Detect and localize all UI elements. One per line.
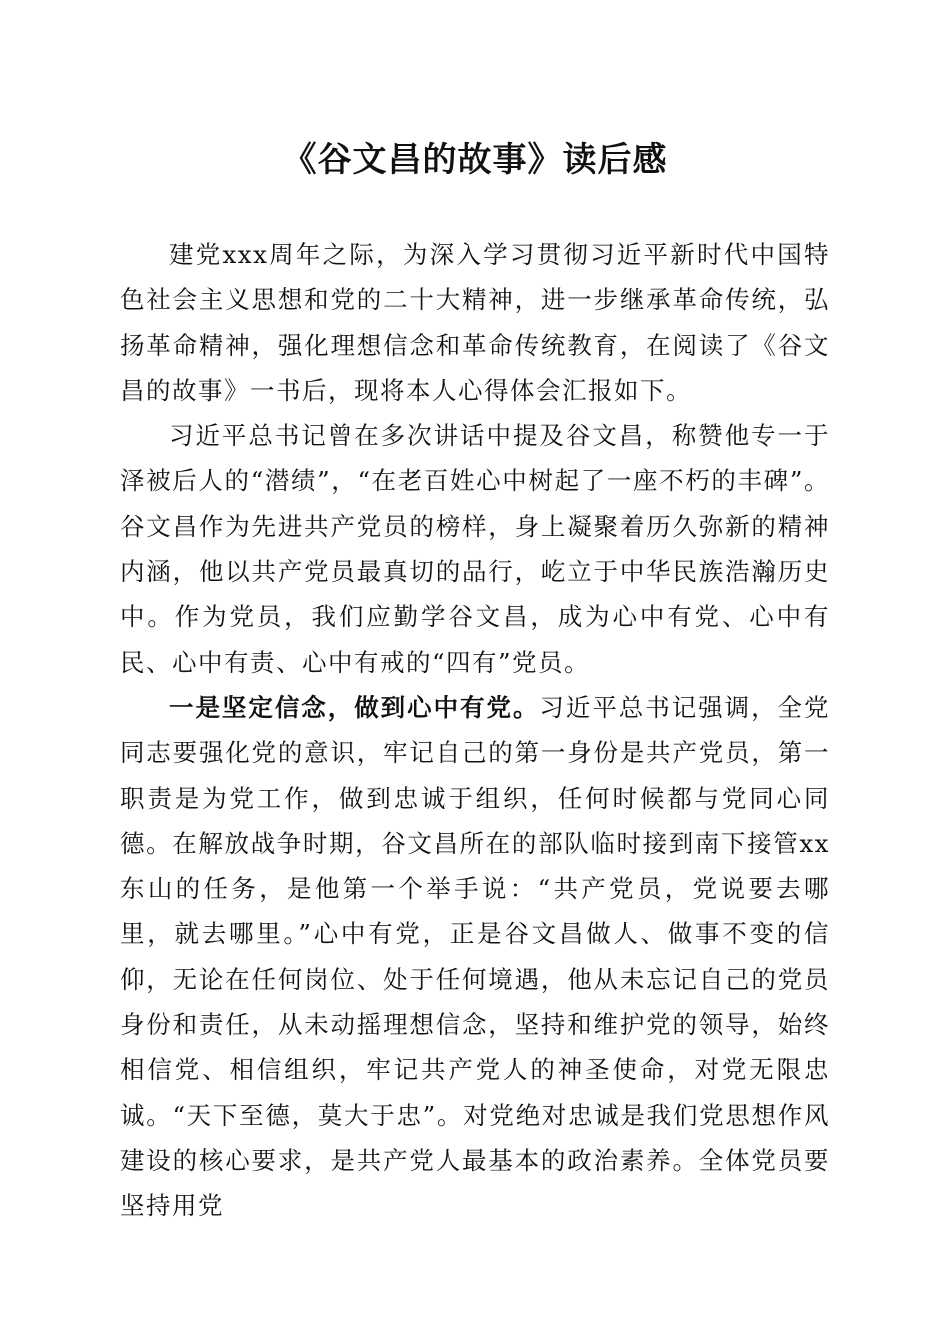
paragraph-intro bbox=[120, 232, 830, 413]
paragraph-praise bbox=[120, 413, 830, 685]
document-body bbox=[120, 232, 830, 1229]
document-title: 《谷文昌的故事》读后感 bbox=[282, 140, 668, 180]
paragraph-text: 习近平总书记强调，全党同志要强化党的意识，牢记自己的第一身份是共产党员，第一职责是为党工作，做到忠诚于组织，任何时候都与党同心同德。在解放战争时期，谷文昌所在的部队临时接到南下接管xx东山的任务，是他第一个举手说：“共产党员，党说要去哪里，就去哪里。”心中有党，正是谷文昌做人、做事不变的信仰，无论在任何岗位、处于任何境遇，他从未忘记自己的党员身份和责任，从未动摇理想信念，坚持和维护党的领导，始终相信党、相信组织，牢记共产党人的神圣使命，对党无限忠诚。“天下至德，莫大于忠”。对党绝对忠诚是我们党思想作风建设的核心要求，是共产党人最基本的政治素养。全体党员要坚持用党 bbox=[120, 692, 831, 1221]
paragraph-point-one bbox=[120, 685, 830, 1229]
paragraph-text: 习近平总书记曾在多次讲话中提及谷文昌，称赞他专一于泽被后人的“潜绩”，“在老百姓心中树起了一座不朽的丰碑”。谷文昌作为先进共产党员的榜样，身上凝聚着历久弥新的精神内涵，他以共产党员最真切的品行，屹立于中华民族浩瀚历史中。作为党员，我们应勤学谷文昌，成为心中有党、心中有民、心中有责、心中有戒的“四有”党员。 bbox=[120, 421, 830, 677]
paragraph-text: 建党xxx周年之际，为深入学习贯彻习近平新时代中国特色社会主义思想和党的二十大精神，进一步继承革命传统，弘扬革命精神，强化理想信念和革命传统教育，在阅读了《谷文昌的故事》一书后，现将本人心得体会汇报如下。 bbox=[120, 240, 830, 405]
paragraph-lead: 一是坚定信念，做到心中有党。 bbox=[169, 692, 540, 722]
